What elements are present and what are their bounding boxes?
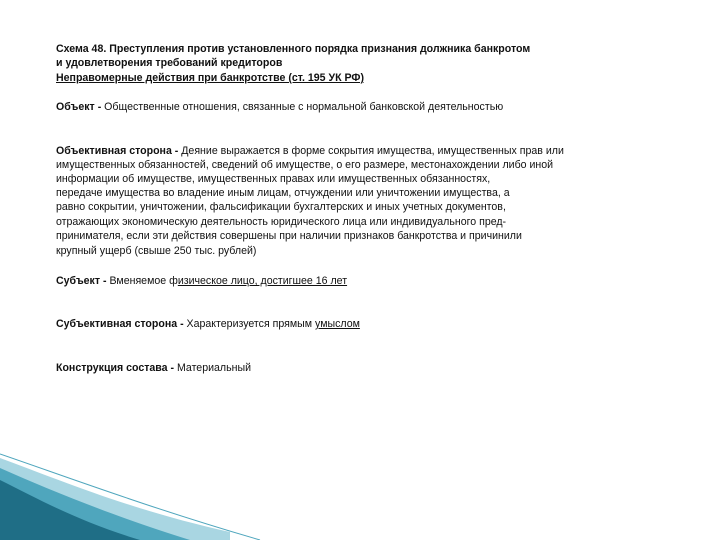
objective-side-text-line: информации об имуществе, имущественных правах или имущественных обязанностях, (56, 173, 491, 185)
objective-side-text-line: крупный ущерб (свыше 250 тыс. рублей) (56, 245, 257, 257)
subject-label: Субъект - (56, 275, 107, 287)
object-label: Объект - (56, 101, 102, 113)
subject-row (56, 274, 347, 288)
composition-row (56, 361, 251, 375)
object-text: Общественные отношения, связанные с нормальной банковской деятельностью (101, 101, 504, 113)
subjective-side-text: Характеризуется прямым (183, 318, 316, 330)
objective-side-text-line: передаче имущества во владение иным лицам, отчуждении или уничтожении имущества, а (56, 187, 510, 199)
decorative-wave-footer (0, 450, 720, 540)
objective-side-text-line: Деяние выражается в форме сокрытия имущества, имущественных прав или (178, 145, 564, 157)
subject-text-underlined: изическое лицо, достигшее 16 лет (177, 275, 348, 287)
subjective-side-label: Субъективная сторона - (56, 318, 184, 330)
object-row (56, 100, 503, 114)
subject-text: Вменяемое ф (106, 275, 178, 287)
subjective-side-text-underlined: умыслом (315, 318, 360, 330)
composition-label: Конструкция состава - (56, 362, 175, 374)
subjective-side-row (56, 317, 360, 331)
objective-side-text-line: равно сокрытии, уничтожении, фальсификации бухгалтерских и иных учетных документов, (56, 201, 506, 213)
objective-side-row (56, 144, 564, 158)
article-heading (56, 71, 364, 85)
objective-side-text-line: имущественных обязанностей, сведений об имуществе, о его размере, местонахождении либо иной (56, 159, 554, 171)
scheme-title-line-2: и удовлетворения требований кредиторов (56, 57, 283, 69)
objective-side-text-line: принимателя, если эти действия совершены при наличии признаков банкротства и причинили (56, 230, 522, 242)
article-heading-text: Неправомерные действия при банкротстве (ст. 195 УК РФ) (56, 72, 364, 84)
scheme-title-line-1: Схема 48. Преступления против установленного порядка признания должника банкротом (56, 43, 531, 55)
objective-side-label: Объективная сторона - (56, 145, 179, 157)
composition-text: Материальный (174, 362, 251, 374)
objective-side-text-line: отражающих экономическую деятельность юридического лица или индивидуального пред- (56, 216, 507, 228)
